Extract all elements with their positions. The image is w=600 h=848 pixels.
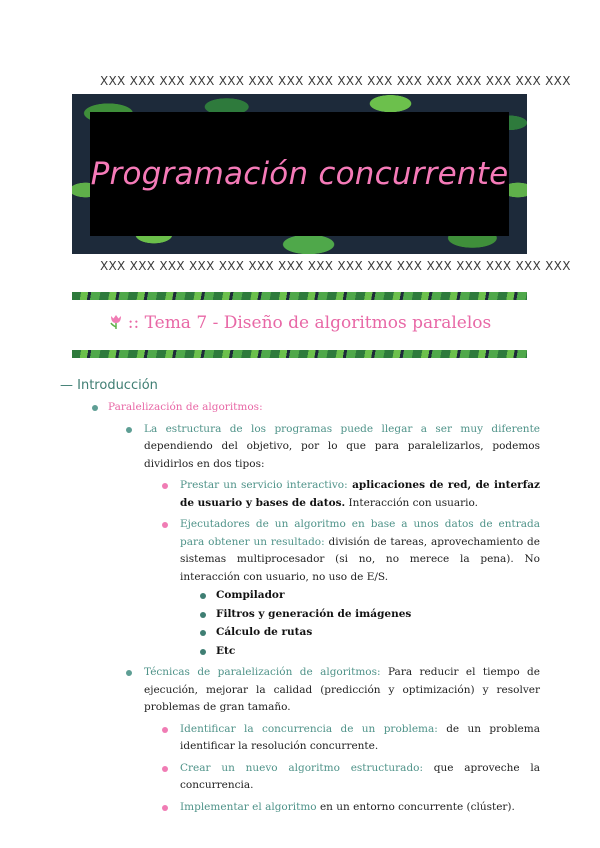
item-label: Prestar un servicio interactivo: [180, 479, 348, 491]
main-list [60, 399, 540, 816]
bullet-icon [126, 427, 132, 433]
list-item [60, 760, 540, 795]
item-text: dependiendo del objetivo, por lo que para paralelizarlos, podemos dividirlos en dos tipos: [144, 440, 540, 470]
bullet-icon [162, 805, 168, 811]
item-text: Para reducir el tiempo de ejecución, mejorar la calidad (predicción y optimización) y resolver problemas de gran tamaño. [144, 666, 540, 713]
title-banner [72, 94, 527, 254]
list-item [60, 624, 540, 642]
title-banner-inner [90, 112, 509, 236]
list-item [60, 421, 540, 474]
bullet-icon [162, 483, 168, 489]
bullet-icon [126, 670, 132, 676]
item-label: Ejecutadores de un algoritmo en base a unos datos de entrada para obtener un resultado: [180, 518, 540, 548]
decorative-xx-row-bottom: XXX XXX XXX XXX XXX XXX XXX XXX XXX XXX XXX XXX XXX XXX XXX XXX [100, 259, 571, 273]
item-label: Implementar el algoritmo [180, 800, 317, 813]
item-bold-text: Compilador [216, 589, 285, 601]
bullet-icon [92, 405, 98, 411]
item-bold-text: Etc [216, 644, 236, 657]
decorative-xx-row-top: XXX XXX XXX XXX XXX XXX XXX XXX XXX XXX XXX XXX XXX XXX XXX XXX [100, 74, 571, 88]
item-label: Técnicas de paralelización de algoritmos: [144, 666, 381, 678]
item-bold-text: Cálculo de rutas [216, 626, 313, 638]
list-item [60, 477, 540, 512]
list-item [60, 664, 540, 717]
document-content [60, 378, 540, 816]
section-heading: — Introducción [60, 378, 158, 393]
item-label: Crear un nuevo algoritmo estructurado: [180, 761, 424, 774]
list-item [60, 721, 540, 756]
item-text: de un problema identificar la resolución concurrente. [180, 722, 540, 752]
bullet-icon [200, 649, 206, 655]
tulip-icon [108, 313, 124, 332]
leaf-divider-top [72, 292, 527, 300]
list-item [60, 799, 540, 817]
bullet-icon [162, 522, 168, 528]
bullet-icon [200, 612, 206, 618]
bullet-icon [200, 630, 206, 636]
item-bold-text: Filtros y generación de imágenes [216, 607, 412, 620]
bullet-icon [162, 727, 168, 733]
topic-heading [72, 313, 527, 333]
item-label: La estructura de los programas puede llegar a ser muy diferente [144, 422, 540, 435]
list-item [60, 606, 540, 624]
item-text: en un entorno concurrente (clúster). [316, 800, 515, 813]
document-title: Programación concurrente [90, 156, 509, 192]
item-label: Identificar la concurrencia de un problema: [180, 722, 438, 735]
item-text: Interacción con usuario. [345, 496, 478, 509]
leaf-divider-bottom [72, 350, 527, 358]
item-bold-text: aplicaciones de red, de interfaz de usuario y bases de datos. [180, 479, 540, 509]
item-label: Paralelización de algoritmos: [108, 401, 263, 413]
list-item [60, 643, 540, 661]
list-item [60, 587, 540, 605]
list-item [60, 516, 540, 586]
item-text: que aproveche la concurrencia. [180, 761, 540, 791]
list-item [60, 399, 540, 417]
bullet-icon [162, 766, 168, 772]
topic-heading-text: :: Tema 7 - Diseño de algoritmos paralelos [127, 313, 492, 333]
bullet-icon [200, 593, 206, 599]
item-text: división de tareas, aprovechamiento de sistemas multiprocesador (si no, no merece la pena). No interacción con usuario, no uso de E/S. [180, 535, 540, 583]
